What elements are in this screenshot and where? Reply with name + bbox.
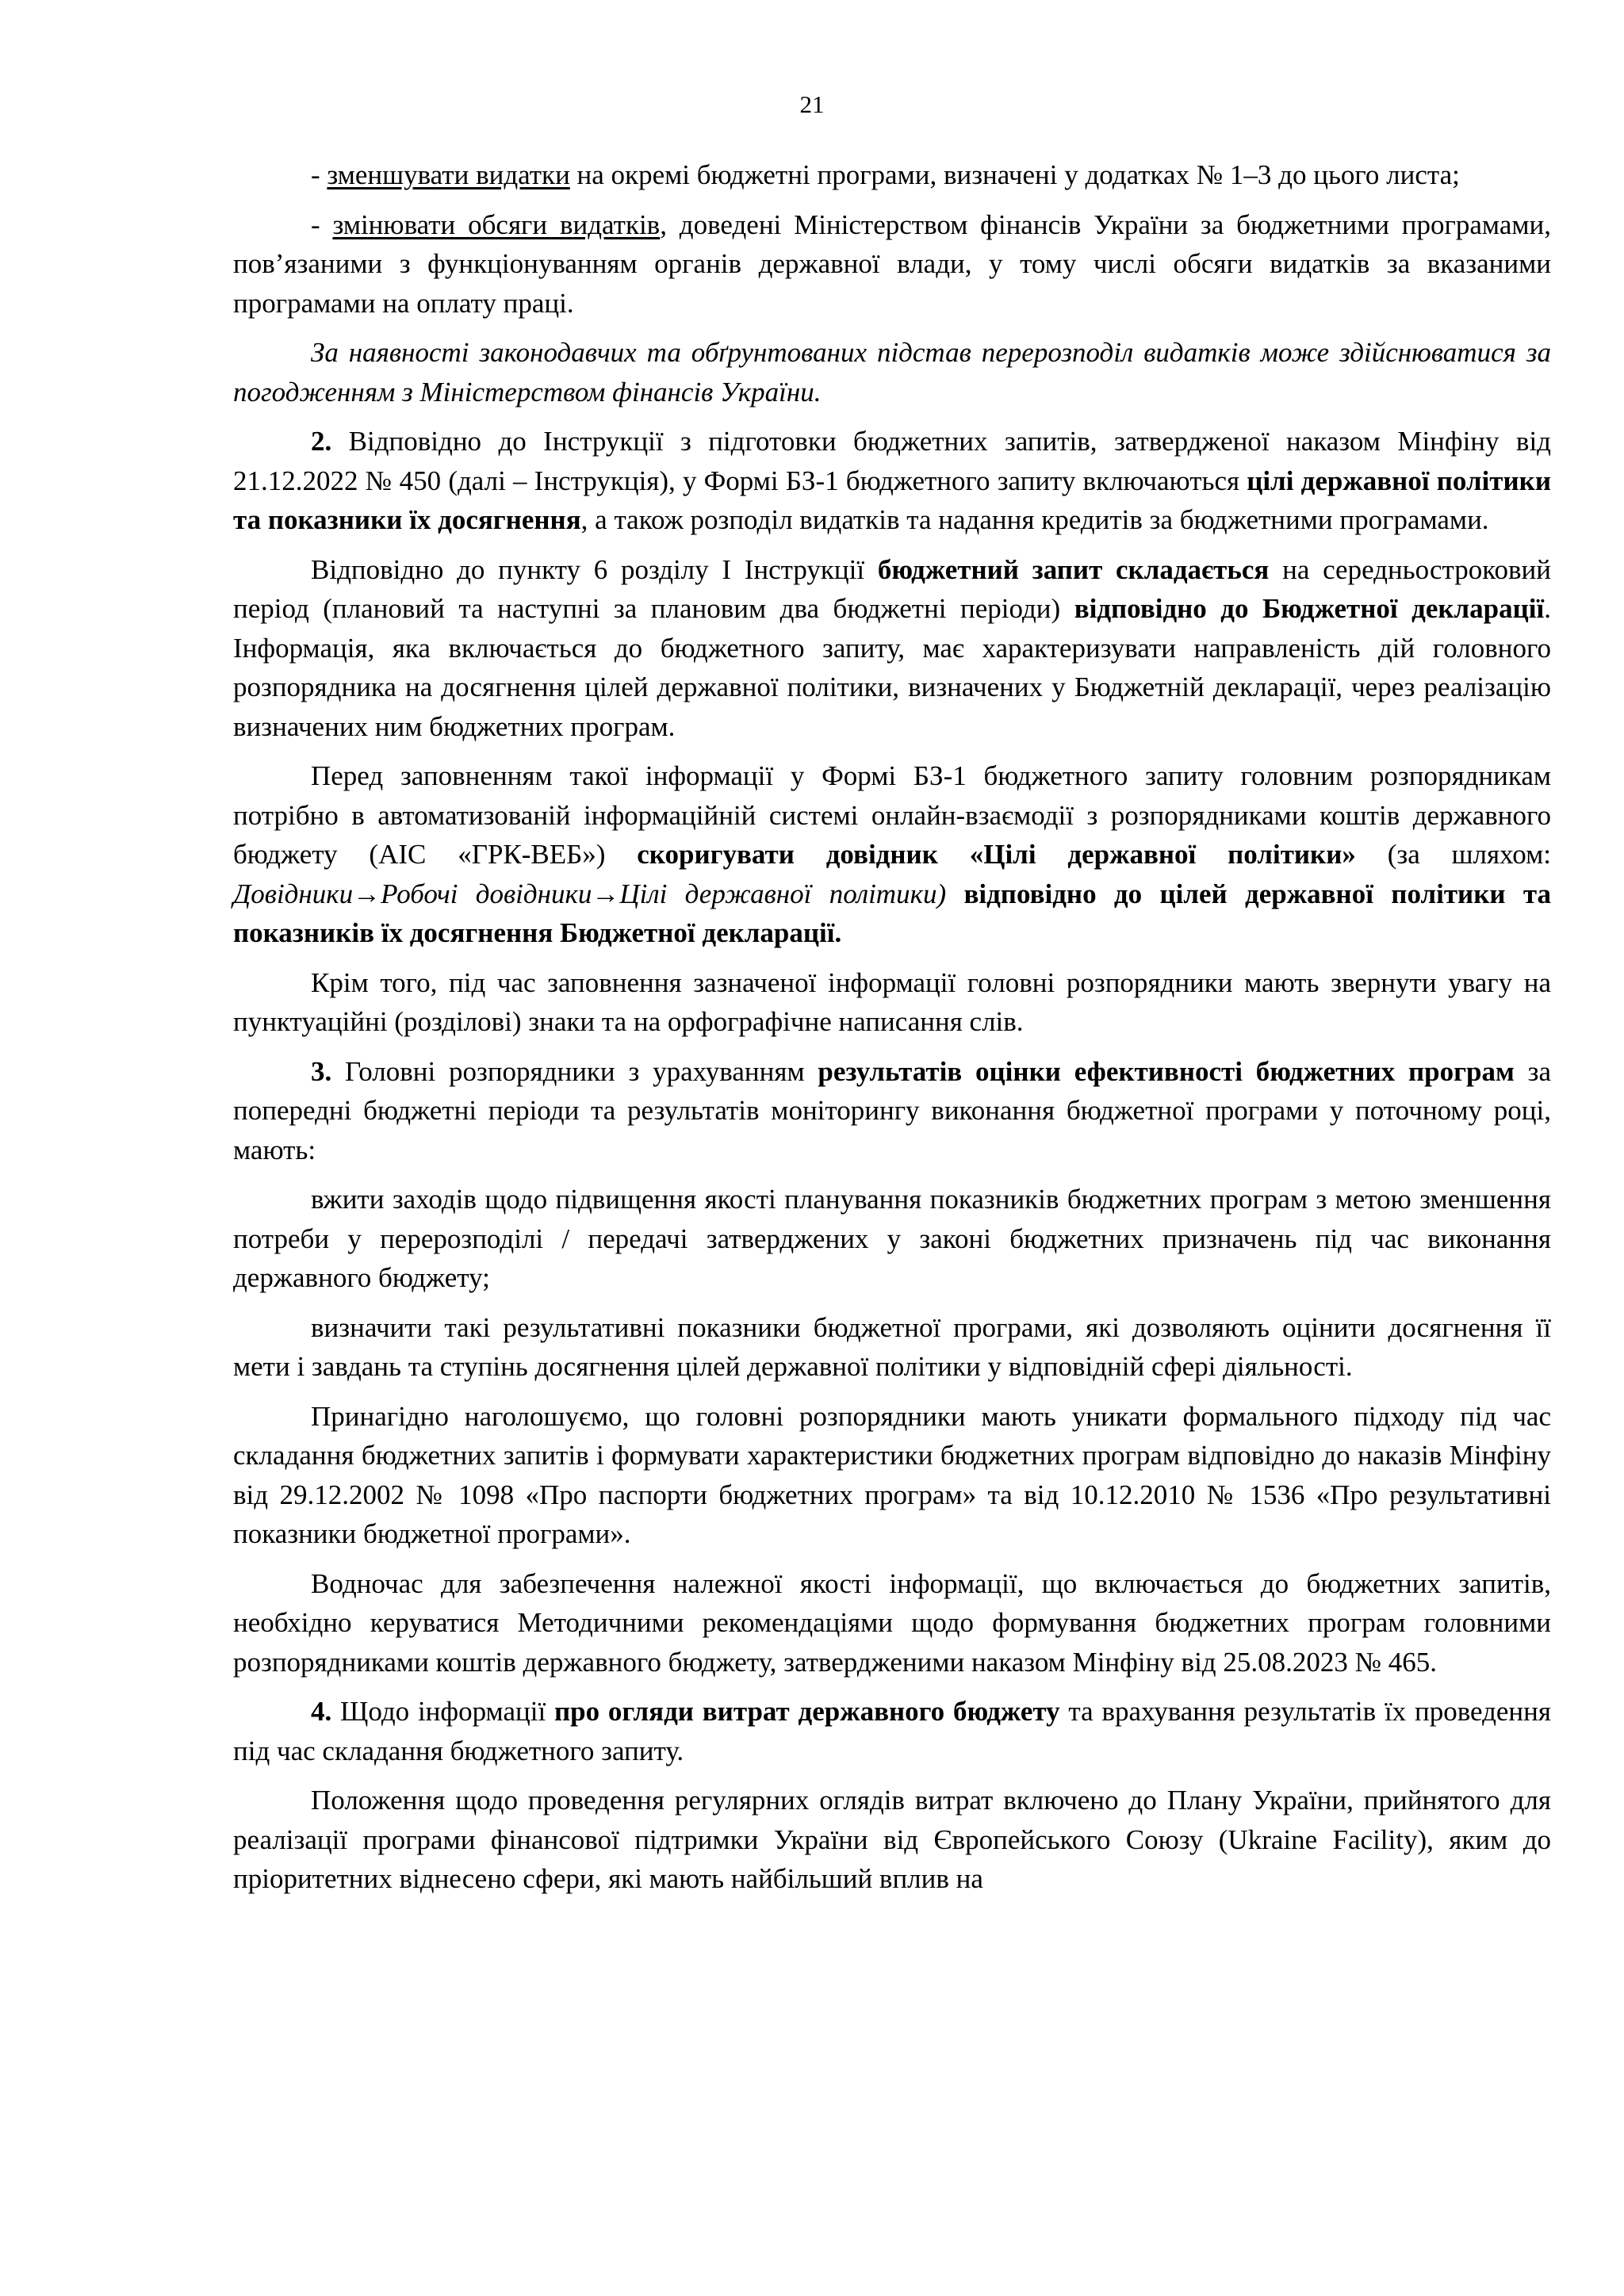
item-number: 3.	[311, 1055, 332, 1087]
italic-path: Довідники→Робочі довідники→Цілі державної політики)	[233, 878, 947, 909]
paragraph-change-expenditures	[233, 205, 1551, 323]
italic-text: За наявності законодавчих та обґрунтованих підстав перерозподіл видатків може здійснюватися за погодженням з Міністерством фінансів України.	[233, 337, 1551, 408]
item-number: 2.	[311, 426, 332, 457]
text: Крім того, під час заповнення зазначеної інформації головні розпорядники мають звернути увагу на пунктуаційні (розділові) знаки та на орфографічне написання слів.	[233, 966, 1551, 1037]
text: на окремі бюджетні програми, визначені у додатках № 1–3 до цього листа;	[569, 159, 1460, 190]
text	[946, 878, 963, 909]
bold-text: про огляди витрат державного бюджету	[553, 1696, 1060, 1727]
dash: -	[311, 159, 327, 190]
text: визначити такі результативні показники бюджетної програми, які дозволяють оцінити досягнення її мети і завдань та ступінь досягнення цілей державної політики у відповідній сфері діяльності.	[233, 1311, 1551, 1382]
bold-text: відповідно до Бюджетної декларації	[1074, 593, 1545, 624]
bold-text: бюджетний запит складається	[877, 553, 1270, 585]
text: та врахування результатів їх проведення під час складання бюджетного запиту.	[233, 1696, 1551, 1766]
text: Перед заповненням такої інформації у Формі БЗ-1 бюджетного запиту головним розпорядникам потрібно в автоматизованій інформаційній системі онлайн-взаємодії з розпорядниками коштів державного бюджету (АІС «ГРК-ВЕБ»)	[233, 760, 1551, 870]
paragraph-emphasis	[233, 1397, 1551, 1554]
paragraph-italic-note	[233, 333, 1551, 411]
text: Положення щодо проведення регулярних оглядів витрат включено до Плану України, прийнятого для реалізації програми фінансової підтримки України від Європейського Союзу (Ukraine Facility), яким до пріоритетних віднесено сфери, які мають найбільший вплив на	[233, 1785, 1551, 1894]
document-body	[233, 155, 1551, 1899]
bold-text: скоригувати довідник «Цілі державної політики»	[637, 839, 1356, 870]
paragraph-take-measures	[233, 1180, 1551, 1298]
underlined-term: зменшувати видатки	[327, 159, 570, 190]
paragraph-item-3	[233, 1052, 1551, 1170]
paragraph-define-indicators	[233, 1308, 1551, 1387]
paragraph-budget-request	[233, 550, 1551, 747]
text: Принагідно наголошуємо, що головні розпорядники мають уникати формального підходу під час складання бюджетних запитів і формувати характеристики бюджетних програм відповідно до наказів Мінфіну від 29.12.2002 № 1098 «Про паспорти бюджетних програм» та від 10.12.2010 № 1536 «Про результативні показники бюджетної програми».	[233, 1400, 1551, 1549]
text: Водночас для забезпечення належної якості інформації, що включається до бюджетних запитів, необхідно керуватися Методичними рекомендаціями щодо формування бюджетних програм головними розпорядниками коштів державного бюджету, затвердженими наказом Мінфіну від 25.08.2023 № 465.	[233, 1567, 1551, 1678]
paragraph-reduce-expenditures	[233, 155, 1551, 195]
paragraph-spending-reviews	[233, 1781, 1551, 1899]
text: на середньостроковий період (плановий та наступні за плановим два бюджетні періоди)	[233, 553, 1551, 624]
text: . Інформація, яка включається до бюджетного запиту, має характеризувати направленість дій головного розпорядника на досягнення цілей державної політики, визначених у Бюджетній декларації, через реалізацію визначених ним бюджетних програм.	[233, 593, 1551, 742]
underlined-term: змінювати обсяги видатків	[332, 209, 661, 240]
page-number: 21	[799, 90, 825, 118]
dash: -	[311, 209, 333, 240]
paragraph-item-2	[233, 422, 1551, 540]
bold-text: відповідно до цілей державної політики та показників їх досягнення Бюджетної декларації.	[233, 878, 1551, 948]
bold-text: цілі державної політики та показники їх досягнення	[233, 465, 1551, 535]
text: , а також розподіл видатків та надання кредитів за бюджетними програмами.	[580, 504, 1489, 535]
text: Головні розпорядники з урахуванням	[331, 1055, 818, 1087]
item-number: 4.	[311, 1696, 332, 1727]
text: вжити заходів щодо підвищення якості планування показників бюджетних програм з метою зменшення потреби у перерозподілі / передачі затверджених у законі бюджетних призначень під час виконання державного бюджету;	[233, 1184, 1551, 1293]
text: за попередні бюджетні періоди та результатів моніторингу виконання бюджетної програми у поточному році, мають:	[233, 1055, 1551, 1165]
text: Відповідно до пункту 6 розділу І Інструкції	[311, 553, 878, 585]
paragraph-punctuation	[233, 963, 1551, 1042]
text: Відповідно до Інструкції з підготовки бюджетних запитів, затвердженої наказом Мінфіну від 21.12.2022 № 450 (далі – Інструкція), у Формі БЗ-1 бюджетного запиту включаються	[233, 426, 1551, 496]
paragraph-methodical-recommendations	[233, 1564, 1551, 1682]
bold-text: результатів оцінки ефективності бюджетних програм	[818, 1055, 1515, 1087]
paragraph-item-4	[233, 1692, 1551, 1770]
text: (за шляхом:	[1355, 839, 1551, 870]
paragraph-before-filling	[233, 756, 1551, 953]
text: , доведені Міністерством фінансів України за бюджетними програмами, пов’язаними з функціонуванням органів державної влади, у тому числі обсяги видатків за вказаними програмами на оплату праці.	[233, 209, 1551, 319]
text: Щодо інформації	[331, 1696, 554, 1727]
